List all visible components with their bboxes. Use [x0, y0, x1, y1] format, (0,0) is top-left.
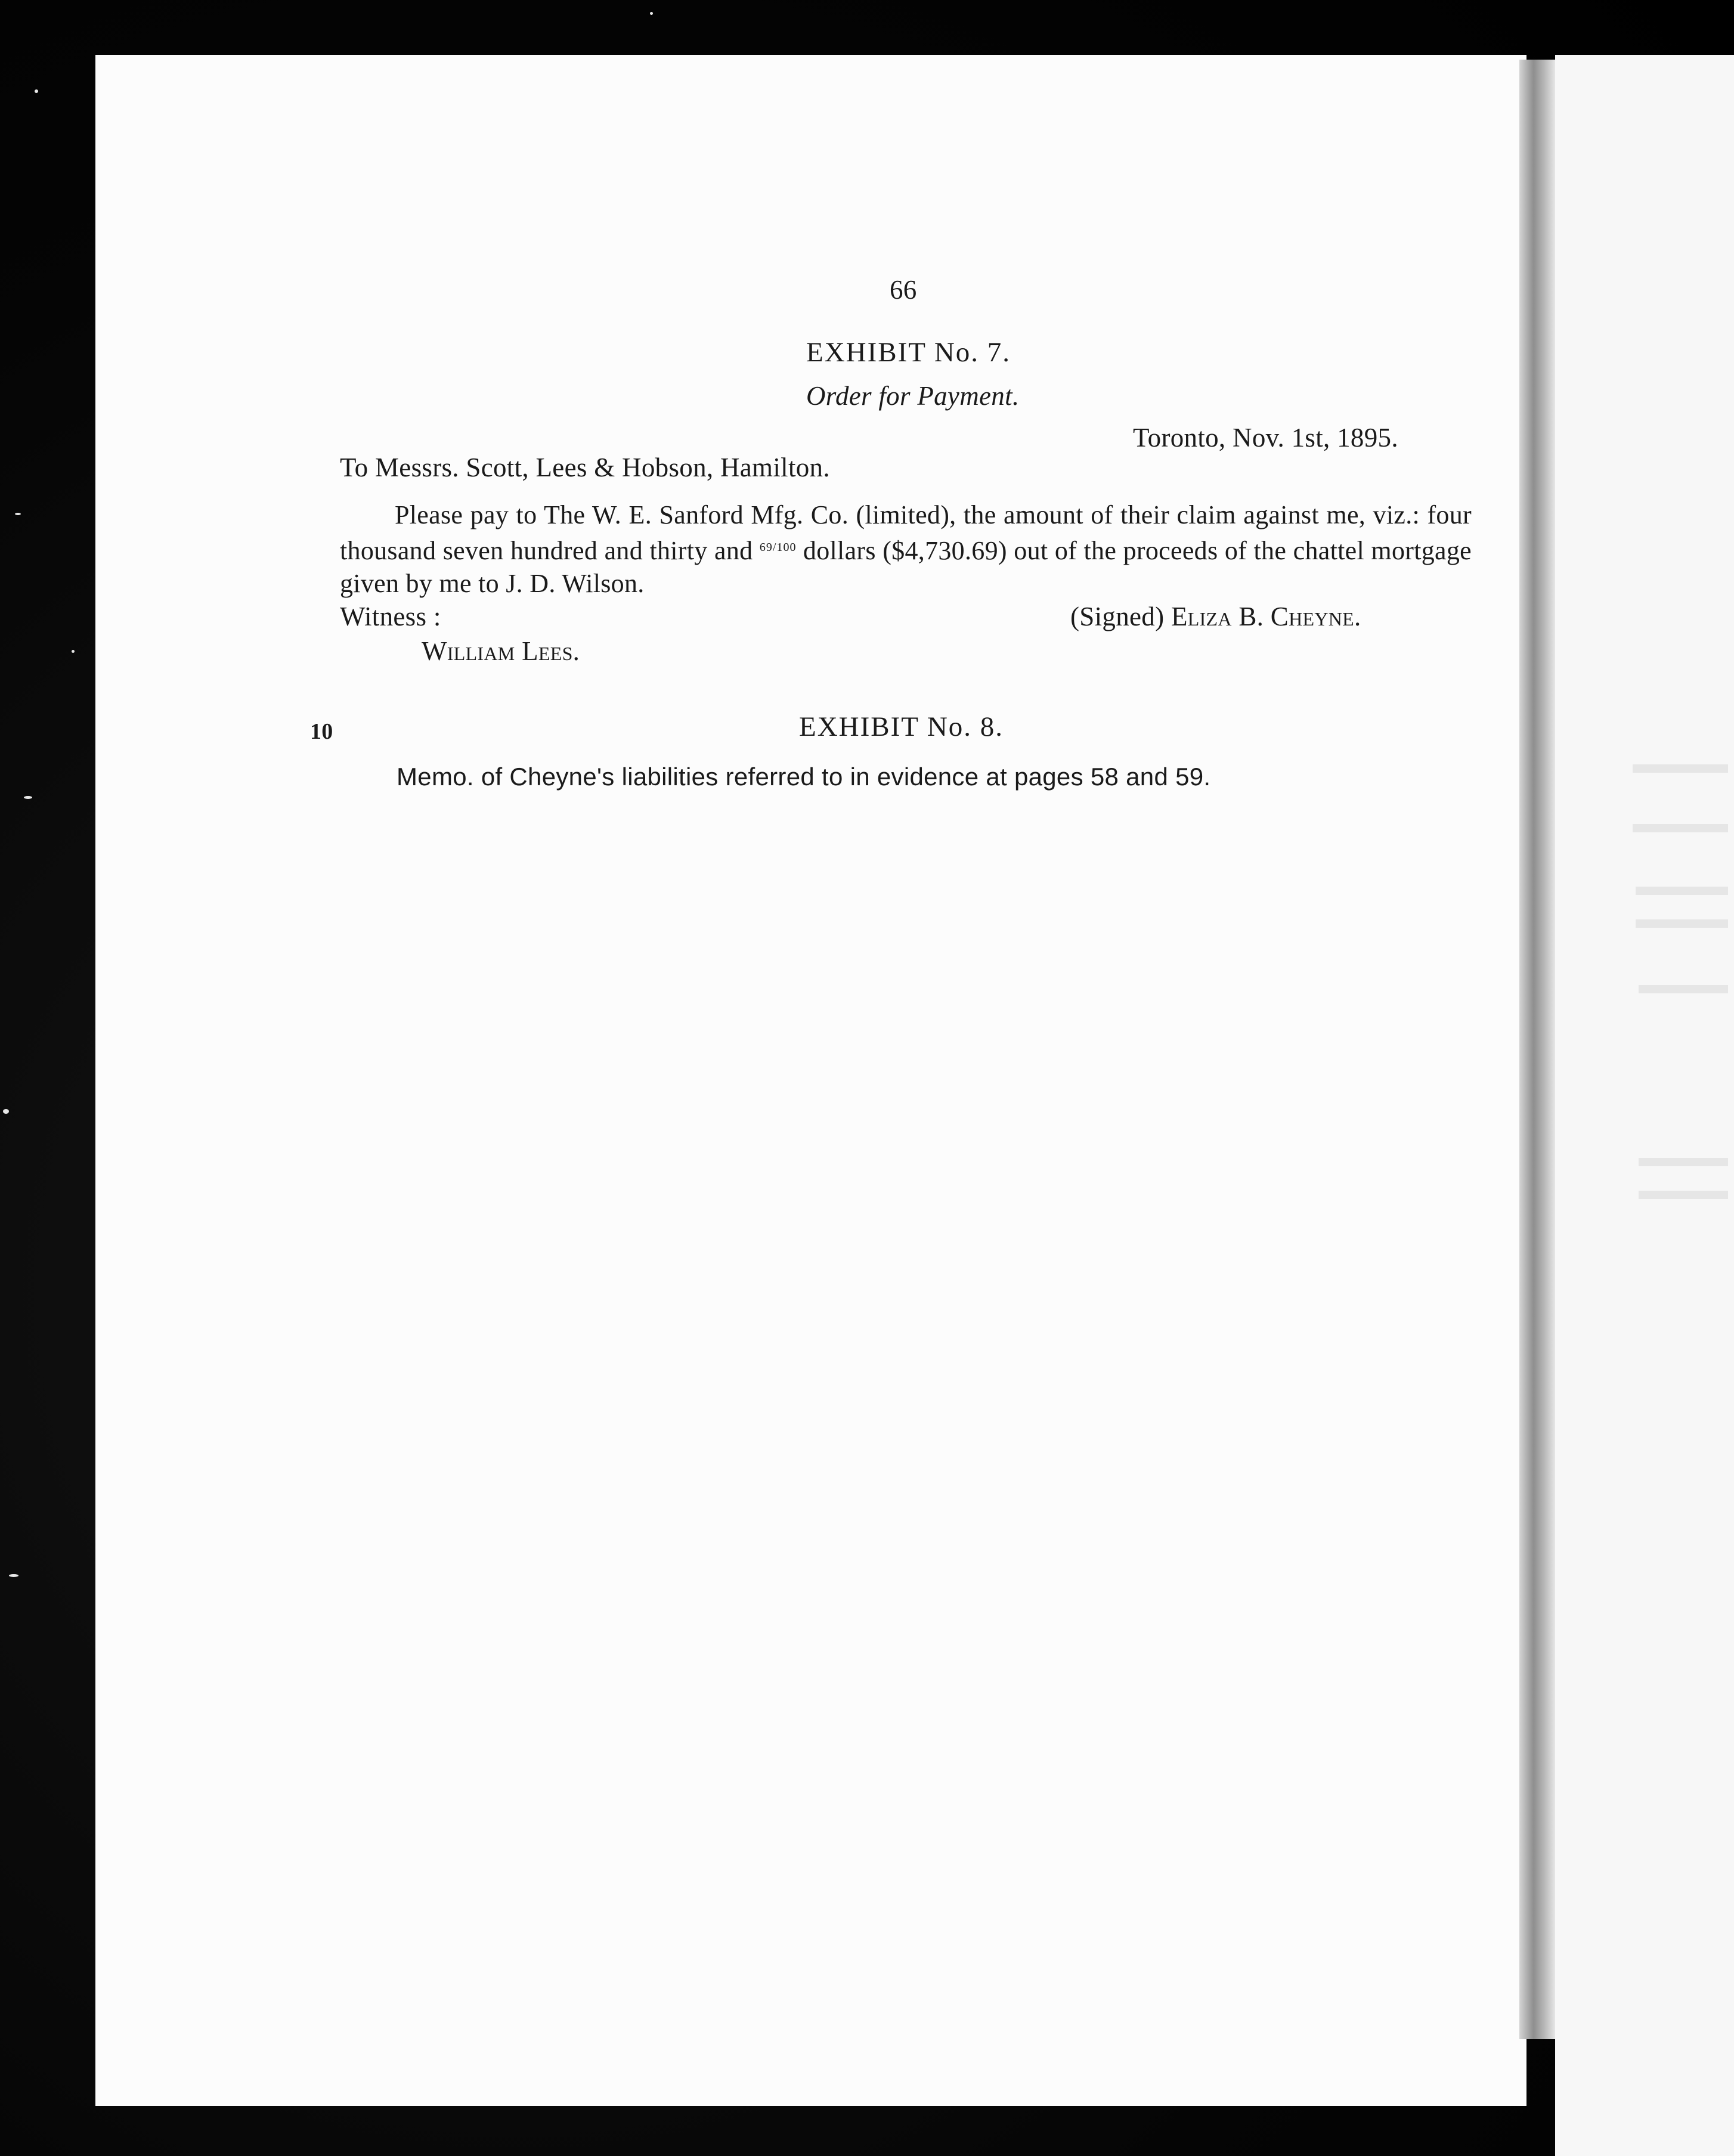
- bleed-through-line: [1633, 764, 1728, 773]
- signatory-name: Eliza B. Cheyne.: [1171, 602, 1361, 631]
- exhibit-7-subtitle: Order for Payment.: [806, 381, 1020, 411]
- exhibit-8-heading: EXHIBIT No. 8.: [799, 711, 1004, 742]
- witness-name: William Lees.: [422, 636, 580, 666]
- scan-speck: [3, 1109, 9, 1114]
- bleed-through-line: [1633, 824, 1728, 832]
- bleed-through-line: [1639, 1158, 1728, 1166]
- order-body-start: Please pay to The W. E. Sanford Mfg. Co. (limited), the amount of their claim against me, viz.: four thousand seven hundred and thirty and: [340, 500, 1472, 565]
- scan-speck: [9, 1574, 18, 1577]
- adjacent-page: [1555, 55, 1734, 2156]
- witness-label: Witness :: [340, 602, 441, 631]
- bleed-through-line: [1639, 1191, 1728, 1199]
- scan-speck: [15, 513, 21, 515]
- signed-prefix: (Signed): [1070, 602, 1165, 631]
- page-edge-shadow: [1519, 60, 1555, 2039]
- scan-speck: [72, 650, 75, 653]
- scan-speck: [24, 796, 32, 799]
- margin-line-number: 10: [310, 719, 333, 744]
- date-line: Toronto, Nov. 1st, 1895.: [1133, 423, 1398, 453]
- order-body-paragraph: [340, 498, 1472, 600]
- scan-speck: [35, 89, 38, 93]
- page-number: 66: [890, 275, 917, 305]
- exhibit-8-memo: Memo. of Cheyne's liabilities referred to in evidence at pages 58 and 59.: [397, 763, 1211, 791]
- addressee-line: To Messrs. Scott, Lees & Hobson, Hamilton.: [340, 453, 830, 482]
- signature-line: [1070, 603, 1361, 630]
- cents-fraction: 69/100: [759, 541, 797, 554]
- bleed-through-line: [1636, 887, 1728, 895]
- bleed-through-line: [1639, 985, 1728, 993]
- exhibit-7-heading: EXHIBIT No. 7.: [806, 337, 1011, 368]
- order-body-end: dollars ($4,730.69) out of the proceeds of the chattel mortgage given by me to J. D. Wilson.: [340, 536, 1472, 598]
- scan-speck: [650, 12, 653, 15]
- bleed-through-line: [1636, 919, 1728, 928]
